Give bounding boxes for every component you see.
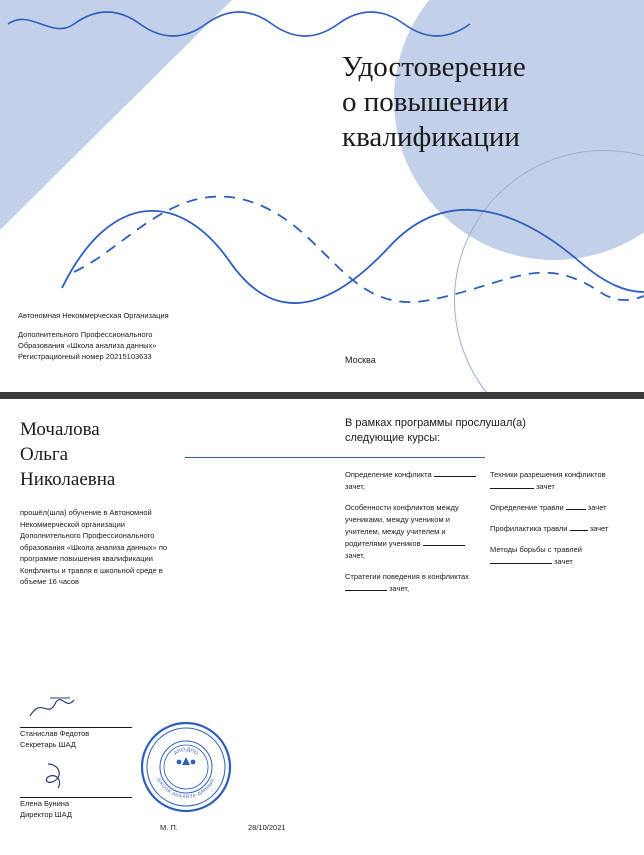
course-blank bbox=[345, 590, 387, 591]
svg-text:ШКОЛА АНАЛИЗА ДАННЫХ bbox=[156, 777, 215, 799]
program-divider bbox=[185, 457, 485, 458]
course-mark: зачет bbox=[554, 557, 573, 566]
course-mark: зачет, bbox=[345, 482, 365, 491]
mp-label: М. П. bbox=[160, 823, 178, 832]
certificate-top-panel bbox=[0, 0, 644, 392]
signature-role-secretary: Секретарь ШАД bbox=[20, 740, 76, 749]
registration-number: Регистрационный номер 20215103633 bbox=[18, 352, 152, 361]
recipient-name bbox=[20, 417, 220, 492]
course-blank bbox=[490, 488, 534, 489]
recipient-description: прошёл(шла) обучение в Автономной Некоммерческой организации Дополнительного Профессионального образования «Школа анализа данных» по программе повышения квалификации Конфликты и травля в школьной среде в объеме 16 часов bbox=[20, 508, 168, 586]
official-seal bbox=[140, 721, 232, 813]
issue-date: 28/10/2021 bbox=[248, 823, 286, 832]
course-mark: зачет, bbox=[345, 551, 365, 560]
signature-name-director: Елена Бунина bbox=[20, 799, 70, 808]
seal-inner-text: АНО ДПО bbox=[173, 746, 199, 757]
city-label: Москва bbox=[345, 355, 376, 365]
title-line-2: о повышении bbox=[342, 86, 509, 118]
recipient-firstname: Ольга bbox=[20, 444, 69, 465]
course-name: Определение травли bbox=[490, 503, 564, 512]
title-line-3: квалификации bbox=[342, 121, 520, 153]
course-name: Техники разрешения конфликтов bbox=[490, 470, 606, 479]
course-blank bbox=[490, 563, 552, 564]
signature-name-secretary: Станислав Федотов bbox=[20, 729, 90, 738]
course-name: Профилактика травли bbox=[490, 524, 568, 533]
course-name: Методы борьбы с травлей bbox=[490, 545, 582, 554]
title-line-1: Удостоверение bbox=[342, 51, 526, 83]
recipient-patronymic: Николаевна bbox=[20, 469, 116, 490]
organization-line-1: Автономная Некоммерческая Организация bbox=[18, 311, 169, 320]
course-mark: зачет bbox=[536, 482, 555, 491]
courses-column-left bbox=[345, 469, 480, 604]
signature-mark-secretary bbox=[20, 694, 132, 722]
course-item bbox=[490, 469, 630, 493]
organization-line-3: Образования «Школа анализа данных» bbox=[18, 341, 157, 350]
course-name: Стратегии поведения в конфликтах bbox=[345, 572, 469, 581]
organization-block bbox=[18, 310, 169, 362]
course-blank bbox=[423, 545, 465, 546]
program-heading-line-1: В рамках программы прослушал(а) bbox=[345, 417, 526, 429]
organization-line-2: Дополнительного Профессионального bbox=[18, 330, 153, 339]
course-blank bbox=[434, 476, 476, 477]
course-item bbox=[490, 523, 630, 535]
course-blank bbox=[566, 509, 586, 510]
courses-column-right bbox=[490, 469, 630, 577]
course-item bbox=[345, 469, 480, 493]
program-heading-line-2: следующие курсы: bbox=[345, 432, 441, 444]
signature-role-director: Директор ШАД bbox=[20, 810, 72, 819]
certificate-bottom-panel bbox=[0, 399, 644, 855]
course-item bbox=[490, 502, 630, 514]
signature-mark-director bbox=[20, 760, 132, 788]
seal-outer-text: ШКОЛА АНАЛИЗА ДАННЫХ bbox=[156, 777, 216, 800]
course-name: Особенности конфликтов между учениками, между учеником и учителем, между учителем и родителями учеников bbox=[345, 503, 459, 548]
course-item bbox=[345, 502, 480, 562]
page-title bbox=[342, 50, 632, 155]
course-mark: зачет, bbox=[389, 584, 410, 593]
recipient-surname: Мочалова bbox=[20, 419, 100, 440]
course-mark: зачет bbox=[587, 503, 607, 512]
course-name: Определение конфликта bbox=[345, 470, 432, 479]
course-item bbox=[345, 571, 480, 595]
panel-separator bbox=[0, 392, 644, 399]
course-item bbox=[490, 544, 630, 568]
course-blank bbox=[570, 530, 588, 531]
svg-text:АНО ДПО bbox=[173, 747, 199, 757]
program-heading bbox=[345, 416, 595, 446]
course-mark: зачет bbox=[589, 524, 609, 533]
